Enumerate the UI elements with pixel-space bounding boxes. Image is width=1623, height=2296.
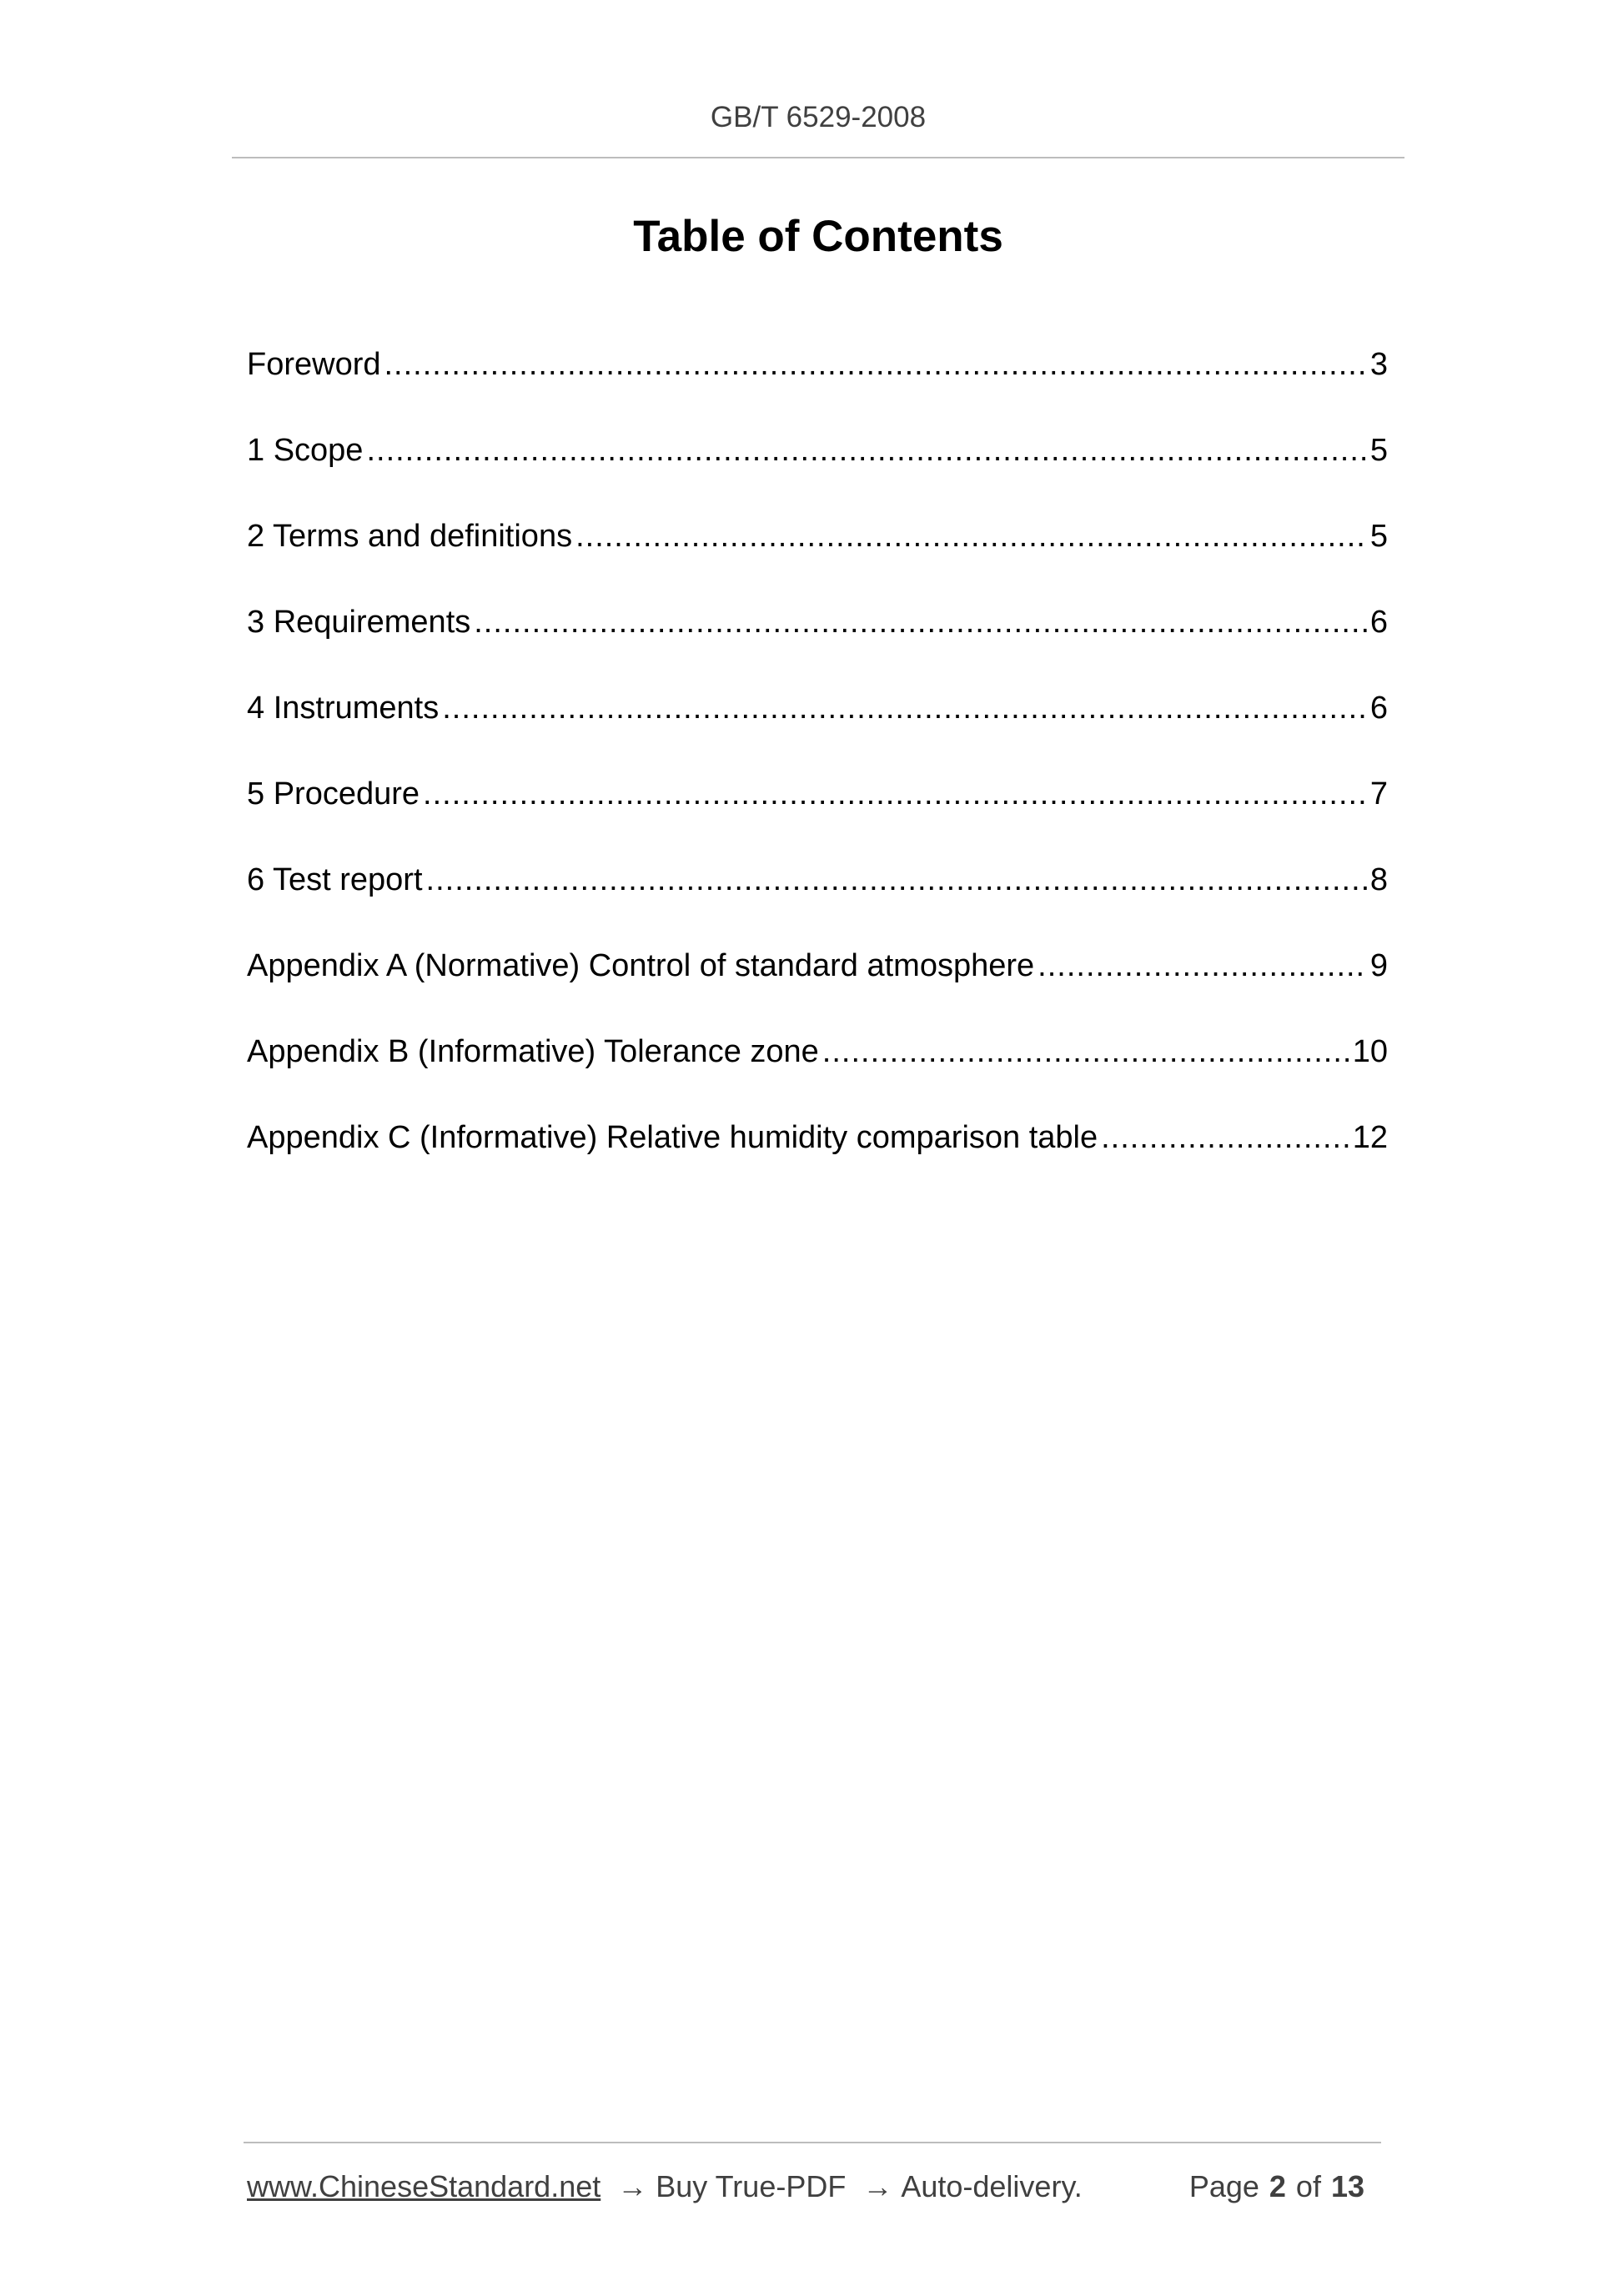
toc-entry-page: 9 xyxy=(1369,948,1388,983)
website-link[interactable]: www.ChineseStandard.net xyxy=(247,2169,601,2203)
toc-entry-page: 5 xyxy=(1369,519,1388,554)
toc-entry-procedure[interactable] xyxy=(247,766,1388,852)
toc-entry-label: 6 Test report xyxy=(247,862,423,897)
arrow-right-icon: → xyxy=(862,2169,893,2203)
toc-entry-page: 5 xyxy=(1369,433,1388,468)
arrow-right-icon: → xyxy=(617,2169,648,2203)
toc-entry-page: 12 xyxy=(1352,1120,1388,1155)
page-number xyxy=(1189,2162,1374,2212)
current-page: 2 xyxy=(1269,2169,1286,2203)
toc-dot-leader xyxy=(474,595,1367,650)
toc-entry-scope[interactable] xyxy=(247,423,1388,509)
toc-entry-label: Foreword xyxy=(247,347,381,382)
footer-promo xyxy=(247,2162,1083,2212)
document-header: GB/T 6529-2008 xyxy=(710,101,927,133)
toc-entry-page: 8 xyxy=(1369,862,1388,897)
toc-entry-appendix-c[interactable] xyxy=(247,1110,1388,1196)
toc-entry-page: 6 xyxy=(1369,605,1388,640)
toc-entry-label: Appendix B (Informative) Tolerance zone xyxy=(247,1034,819,1069)
total-pages: 13 xyxy=(1330,2169,1364,2203)
toc-dot-leader xyxy=(426,852,1367,907)
page-footer xyxy=(247,2162,1374,2212)
toc-entry-foreword[interactable] xyxy=(247,337,1388,423)
toc-dot-leader xyxy=(1038,938,1367,993)
toc-dot-leader xyxy=(366,423,1366,478)
toc-entry-test-report[interactable] xyxy=(247,852,1388,938)
page-label: Page xyxy=(1188,2169,1259,2203)
toc-dot-leader xyxy=(822,1024,1349,1079)
toc-dot-leader xyxy=(423,766,1367,821)
toc-entry-label: 4 Instruments xyxy=(247,691,440,726)
toc-entry-terms[interactable] xyxy=(247,509,1388,595)
toc-entry-label: Appendix A (Normative) Control of standard atmosphere xyxy=(247,948,1035,983)
toc-entry-page: 7 xyxy=(1369,776,1388,811)
toc-dot-leader xyxy=(442,681,1367,736)
toc-entry-appendix-a[interactable] xyxy=(247,938,1388,1024)
toc-entry-instruments[interactable] xyxy=(247,681,1388,766)
buy-true-pdf-text: Buy True-PDF xyxy=(656,2169,847,2203)
page-title: Table of Contents xyxy=(633,212,1003,261)
toc-entry-appendix-b[interactable] xyxy=(247,1024,1388,1110)
toc-entry-requirements[interactable] xyxy=(247,595,1388,681)
toc-entry-page: 6 xyxy=(1369,691,1388,726)
toc-dot-leader xyxy=(384,337,1367,392)
table-of-contents xyxy=(247,337,1388,1196)
toc-entry-page: 3 xyxy=(1369,347,1388,382)
auto-delivery-text: Auto-delivery. xyxy=(901,2169,1083,2203)
toc-dot-leader xyxy=(1101,1110,1349,1165)
header-divider xyxy=(232,157,1404,158)
toc-entry-label: 3 Requirements xyxy=(247,605,471,640)
toc-dot-leader xyxy=(575,509,1367,564)
toc-entry-label: Appendix C (Informative) Relative humidity comparison table xyxy=(247,1120,1098,1155)
toc-entry-label: 2 Terms and definitions xyxy=(247,519,573,554)
toc-entry-label: 5 Procedure xyxy=(247,776,420,811)
of-label: of xyxy=(1295,2169,1321,2203)
footer-divider xyxy=(244,2142,1381,2143)
toc-entry-page: 10 xyxy=(1352,1034,1388,1069)
toc-entry-label: 1 Scope xyxy=(247,433,364,468)
